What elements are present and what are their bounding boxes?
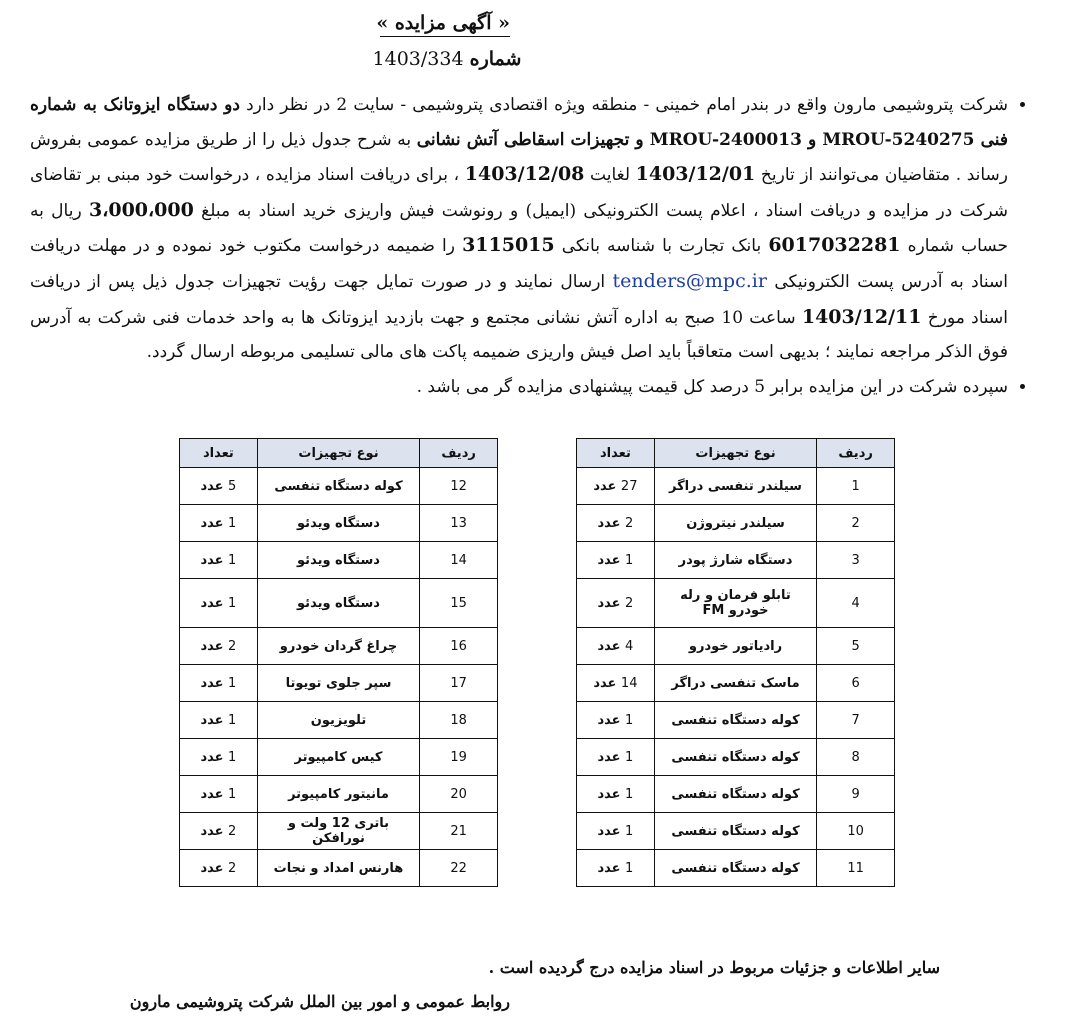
count-cell [180, 505, 258, 542]
count-cell [577, 542, 655, 579]
row-number-cell: 2 [817, 505, 895, 542]
equipment-name-cell: دستگاه شارژ پودر [654, 542, 816, 579]
count-unit: عدد [593, 478, 617, 494]
count-cell [577, 665, 655, 702]
table-row [180, 813, 498, 850]
row-number-cell: 12 [420, 468, 498, 505]
count-qty: 1 [228, 749, 237, 765]
count-qty: 1 [625, 712, 634, 728]
body-text: بانک تجارت با شناسه بانکی [554, 236, 769, 257]
count-qty: 5 [228, 478, 237, 494]
table-row [180, 702, 498, 739]
count-qty: 1 [228, 515, 237, 531]
equipment-name-cell: کوله دستگاه تنفسی [654, 739, 816, 776]
table-row [180, 739, 498, 776]
table-row [180, 579, 498, 628]
count-cell [180, 850, 258, 887]
count-qty: 1 [228, 595, 237, 611]
count-qty: 27 [620, 478, 638, 494]
table-row [180, 468, 498, 505]
count-cell [180, 813, 258, 850]
count-cell [577, 850, 655, 887]
row-number-cell: 13 [420, 505, 498, 542]
equipment-name-cell: کوله دستگاه تنفسی [654, 776, 816, 813]
table-row [577, 542, 895, 579]
count-cell [180, 579, 258, 628]
count-cell [577, 505, 655, 542]
row-number-cell: 17 [420, 665, 498, 702]
body-text: شرکت پتروشیمی مارون واقع در بندر امام خمینی - منطقه ویژه اقتصادی پتروشیمی - سایت 2 در نظر دارد [239, 95, 1008, 115]
equipment-name-cell: کوله دستگاه تنفسی [654, 702, 816, 739]
count-cell [180, 776, 258, 813]
row-number-cell: 6 [817, 665, 895, 702]
count-unit: عدد [593, 675, 617, 691]
table-row [577, 665, 895, 702]
table-row [577, 628, 895, 665]
count-qty: 1 [228, 675, 237, 691]
header-count: تعداد [180, 439, 258, 468]
amount-value: 3،000،000 [89, 198, 194, 221]
bank-id: 3115015 [462, 234, 555, 257]
count-unit: عدد [597, 860, 621, 876]
equipment-name-cell: کوله دستگاه تنفسی [654, 850, 816, 887]
row-number-cell: 22 [420, 850, 498, 887]
count-unit: عدد [200, 675, 224, 691]
equipment-name-cell: رادیاتور خودرو [654, 628, 816, 665]
count-unit: عدد [597, 595, 621, 611]
equipment-name-cell: تابلو فرمان و رله خودرو FM [654, 579, 816, 628]
bullet-paragraph-1 [30, 88, 1008, 370]
body-text: ، برای دریافت اسناد مزایده ، درخواست خود مبنی بر تقاضای شرکت در مزایده و دریافت اسناد ، اعلام پست الکترونیکی (ایمیل) و رونوشت فیش واریزی خرید اسناد به مبلغ [30, 165, 1008, 221]
row-number-cell: 15 [420, 579, 498, 628]
equipment-name-cell: تلویزیون [257, 702, 419, 739]
count-unit: عدد [200, 823, 224, 839]
count-cell [577, 702, 655, 739]
count-unit: عدد [597, 749, 621, 765]
equipment-name-cell: سیلندر تنفسی دراگر [654, 468, 816, 505]
count-qty: 2 [625, 595, 634, 611]
count-unit: عدد [200, 595, 224, 611]
date-to: 1403/12/08 [464, 163, 585, 186]
row-number-cell: 9 [817, 776, 895, 813]
account-number: 6017032281 [768, 234, 901, 257]
table-row [577, 702, 895, 739]
notice-title: « آگهی مزایده » [380, 12, 510, 37]
equipment-name-cell: دستگاه ویدئو [257, 542, 419, 579]
equipment-name-cell: کوله دستگاه تنفسی [257, 468, 419, 505]
body-bold-text: دو دستگاه ایزوتانک به شماره فنی MROU-5240275 و MROU-2400013 و تجهیزات اسقاطی آتش نشانی [30, 95, 1008, 150]
notice-number [372, 48, 522, 70]
row-number-cell: 11 [817, 850, 895, 887]
equipment-name-cell: ماسک تنفسی دراگر [654, 665, 816, 702]
table-row [180, 665, 498, 702]
row-number-cell: 4 [817, 579, 895, 628]
body-text: ریال به حساب شماره [30, 200, 1008, 257]
count-unit: عدد [597, 823, 621, 839]
count-cell [577, 813, 655, 850]
body-text: به شرح جدول ذیل را از طریق مزایده عمومی بفروش رساند . متقاضیان می‌توانند از تاریخ [30, 129, 1009, 186]
equipment-name-cell: کیس کامپیوتر [257, 739, 419, 776]
table-row [577, 813, 895, 850]
table-row [577, 850, 895, 887]
row-number-cell: 3 [817, 542, 895, 579]
footer-note: سایر اطلاعات و جزئیات مربوط در اسناد مزایده درج گردیده است . [488, 958, 940, 977]
table-row [180, 850, 498, 887]
header-equipment-type: نوع تجهیزات [654, 439, 816, 468]
equipment-name-cell: سپر جلوی تویوتا [257, 665, 419, 702]
count-cell [180, 665, 258, 702]
body-text: لغایت [584, 165, 636, 186]
count-unit: عدد [200, 860, 224, 876]
row-number-cell: 19 [420, 739, 498, 776]
row-number-cell: 14 [420, 542, 498, 579]
count-unit: عدد [597, 515, 621, 531]
email-address[interactable]: tenders@mpc.ir [612, 269, 767, 292]
count-qty: 1 [228, 712, 237, 728]
count-cell [577, 739, 655, 776]
count-qty: 1 [228, 786, 237, 802]
row-number-cell: 10 [817, 813, 895, 850]
count-qty: 14 [620, 675, 638, 691]
table-row [577, 739, 895, 776]
count-qty: 2 [228, 638, 237, 654]
body-text: را ضمیمه درخواست مکتوب خود نموده و در مهلت دریافت اسناد به آدرس پست الکترونیکی [30, 236, 1008, 292]
count-cell [577, 468, 655, 505]
count-qty: 2 [625, 515, 634, 531]
count-unit: عدد [597, 786, 621, 802]
equipment-name-cell: هارنس امداد و نجات [257, 850, 419, 887]
table-row [577, 579, 895, 628]
row-number-cell: 5 [817, 628, 895, 665]
count-unit: عدد [200, 552, 224, 568]
equipment-name-cell: دستگاه ویدئو [257, 579, 419, 628]
count-cell [180, 628, 258, 665]
count-cell [180, 739, 258, 776]
table-row [180, 542, 498, 579]
table-row [577, 505, 895, 542]
table-row [577, 776, 895, 813]
row-number-cell: 16 [420, 628, 498, 665]
row-number-cell: 7 [817, 702, 895, 739]
header-row-number: ردیف [420, 439, 498, 468]
body-text: ساعت 10 صبح به اداره آتش نشانی مجتمع و جهت بازدید ایزوتانک ها به واحد خدمات فنی شرکت به آدرس فوق الذکر مراجعه نمایند ؛ بدیهی است متعاقباً باید اصل فیش واریزی ضمیمه پاکت های مالی تسلیمی مربوطه ارسال گردد. [30, 307, 1008, 363]
count-qty: 2 [228, 823, 237, 839]
number-label: شماره [469, 48, 522, 70]
header-equipment-type: نوع تجهیزات [257, 439, 419, 468]
count-unit: عدد [200, 749, 224, 765]
count-qty: 1 [625, 823, 634, 839]
equipment-name-cell: سیلندر نیتروژن [654, 505, 816, 542]
row-number-cell: 1 [817, 468, 895, 505]
table-row [180, 505, 498, 542]
count-cell [180, 702, 258, 739]
count-cell [180, 468, 258, 505]
count-unit: عدد [200, 638, 224, 654]
equipment-name-cell: کوله دستگاه تنفسی [654, 813, 816, 850]
number-value: 1403/334 [372, 48, 464, 70]
count-unit: عدد [597, 552, 621, 568]
count-qty: 2 [228, 860, 237, 876]
count-unit: عدد [200, 478, 224, 494]
count-qty: 1 [228, 552, 237, 568]
count-cell [180, 542, 258, 579]
table-row [180, 776, 498, 813]
equipment-table-right [576, 438, 895, 887]
count-unit: عدد [200, 712, 224, 728]
body-text: ارسال نمایند و در صورت تمایل جهت رؤیت تجهیزات جدول ذیل پس از دریافت اسناد مورخ [30, 271, 1008, 328]
count-unit: عدد [597, 712, 621, 728]
row-number-cell: 20 [420, 776, 498, 813]
equipment-table-left [179, 438, 498, 887]
count-unit: عدد [200, 786, 224, 802]
row-number-cell: 18 [420, 702, 498, 739]
date-from: 1403/12/01 [635, 163, 756, 186]
count-unit: عدد [597, 638, 621, 654]
count-cell [577, 628, 655, 665]
table-row [577, 468, 895, 505]
table-row [180, 628, 498, 665]
equipment-name-cell: مانیتور کامپیوتر [257, 776, 419, 813]
row-number-cell: 8 [817, 739, 895, 776]
count-cell [577, 579, 655, 628]
count-qty: 1 [625, 786, 634, 802]
header-count: تعداد [577, 439, 655, 468]
equipment-name-cell: چراغ گردان خودرو [257, 628, 419, 665]
visit-date: 1403/12/11 [801, 305, 922, 328]
header-row-number: ردیف [817, 439, 895, 468]
count-cell [577, 776, 655, 813]
row-number-cell: 21 [420, 813, 498, 850]
count-qty: 1 [625, 552, 634, 568]
notice-body [30, 88, 1030, 404]
footer-signature: روابط عمومی و امور بین الملل شرکت پتروشیمی مارون [129, 992, 510, 1011]
equipment-name-cell: دستگاه ویدئو [257, 505, 419, 542]
equipment-name-cell: باتری 12 ولت و نورافکن [257, 813, 419, 850]
count-qty: 1 [625, 860, 634, 876]
count-unit: عدد [200, 515, 224, 531]
count-qty: 4 [625, 638, 634, 654]
count-qty: 1 [625, 749, 634, 765]
bullet-paragraph-2: • سپرده شرکت در این مزایده برابر 5 درصد کل قیمت پیشنهادی مزایده گر می باشد . [30, 370, 1008, 405]
